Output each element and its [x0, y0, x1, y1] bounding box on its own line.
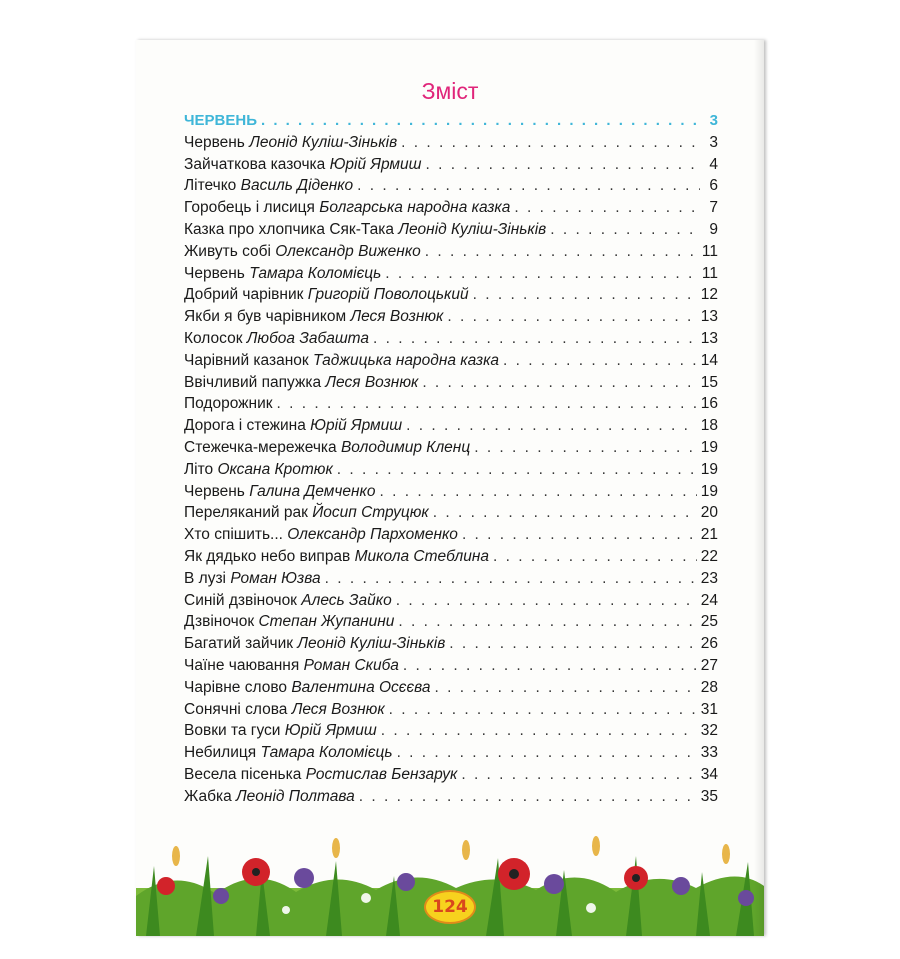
toc-entry — [184, 483, 718, 505]
entry-author: Юрій Ярмиш — [329, 155, 422, 173]
entry-name — [184, 722, 377, 740]
entry-title: Зайчаткова казочка — [184, 155, 326, 173]
entry-name — [184, 461, 333, 479]
entry-author: Любоа Забашта — [246, 329, 370, 347]
dot-leader — [401, 134, 700, 152]
entry-page: 25 — [700, 613, 718, 631]
entry-title: Жабка — [184, 787, 232, 805]
entry-name — [184, 526, 458, 544]
toc-entry — [184, 417, 718, 439]
entry-page: 13 — [700, 308, 718, 326]
entry-name — [184, 592, 392, 610]
toc-entry — [184, 570, 718, 592]
entry-title: Небилиця — [184, 744, 257, 762]
entry-title: Подорожник — [184, 395, 273, 413]
entry-title: Хто спішить... — [184, 526, 283, 544]
toc-entry — [184, 286, 718, 308]
entry-name — [184, 221, 546, 239]
toc-entry — [184, 657, 718, 679]
entry-title: Колосок — [184, 329, 243, 347]
entry-title: Багатий зайчик — [184, 635, 294, 653]
table-of-contents — [184, 112, 718, 810]
dot-leader — [425, 243, 698, 261]
entry-title: Живуть собі — [184, 242, 271, 260]
dot-leader — [373, 330, 697, 348]
dot-leader — [550, 221, 700, 239]
entry-title: В лузі — [184, 569, 226, 587]
entry-name — [184, 265, 381, 283]
entry-author: Роман Юзва — [230, 569, 321, 587]
toc-entry — [184, 439, 718, 461]
entry-page: 31 — [700, 700, 718, 718]
dot-leader — [474, 439, 697, 457]
dot-leader — [473, 286, 697, 304]
entry-author: Ростислав Бензарук — [305, 765, 458, 783]
entry-title: Чарівний казанок — [184, 351, 309, 369]
entry-page: 3 — [709, 133, 718, 151]
entry-title: Весела пісенька — [184, 765, 302, 783]
entry-name — [184, 177, 353, 195]
dot-leader — [462, 526, 697, 544]
entry-title: Синій дзвіночок — [184, 591, 297, 609]
entry-page: 33 — [700, 744, 718, 762]
page-number-badge: 124 — [424, 890, 476, 924]
entry-name — [184, 243, 421, 261]
toc-entry — [184, 395, 718, 417]
toc-entry — [184, 744, 718, 766]
entry-name — [184, 134, 397, 152]
toc-entry — [184, 156, 718, 178]
toc-entry — [184, 766, 718, 788]
toc-entry — [184, 352, 718, 374]
entry-name — [184, 548, 489, 566]
dot-leader — [449, 635, 696, 653]
entry-title: Чарівне слово — [184, 678, 288, 696]
toc-entry — [184, 461, 718, 483]
entry-author: Юрій Ярмиш — [310, 417, 403, 435]
entry-author: Юрій Ярмиш — [284, 722, 377, 740]
entry-page: 11 — [701, 242, 718, 260]
entry-page: 11 — [701, 264, 718, 282]
dot-leader — [493, 548, 697, 566]
entry-name — [184, 417, 402, 435]
entry-author: Йосип Струцюк — [312, 504, 429, 522]
entry-page: 27 — [700, 656, 718, 674]
entry-author: Степан Жупанини — [258, 613, 395, 631]
entry-author: Олександр Виженко — [275, 242, 421, 260]
entry-page: 15 — [700, 373, 718, 391]
entry-name — [184, 570, 321, 588]
entry-name — [184, 439, 470, 457]
entry-name — [184, 635, 445, 653]
toc-entry — [184, 548, 718, 570]
entry-title: Вовки та гуси — [184, 722, 281, 740]
entry-name — [184, 744, 393, 762]
entry-page: 6 — [709, 177, 718, 195]
toc-entry — [184, 330, 718, 352]
dot-leader — [381, 722, 697, 740]
dot-leader — [397, 744, 697, 762]
entry-author: Леся Вознюк — [350, 308, 444, 326]
entry-title: Червень — [184, 133, 245, 151]
entry-author: Леонід Куліш-Зіньків — [398, 220, 547, 238]
toc-entry — [184, 504, 718, 526]
entry-name — [184, 679, 431, 697]
entry-name — [184, 395, 273, 413]
dot-leader — [277, 395, 697, 413]
entry-name — [184, 483, 375, 501]
entry-title: Літо — [184, 460, 214, 478]
entry-author: Григорій Поволоцький — [307, 286, 469, 304]
page-title: Зміст — [421, 78, 479, 104]
entry-page: 13 — [700, 329, 718, 347]
entry-author: Микола Стеблина — [354, 547, 490, 565]
entry-title: Сонячні слова — [184, 700, 288, 718]
entry-page: 23 — [700, 569, 718, 587]
entry-name — [184, 156, 422, 174]
entry-page: 26 — [700, 635, 718, 653]
entry-title: Горобець і лисиця — [184, 199, 315, 217]
entry-page: 21 — [700, 526, 718, 544]
entry-name — [184, 613, 394, 631]
toc-entry — [184, 701, 718, 723]
dot-leader — [433, 504, 697, 522]
entry-title: Переляканий рак — [184, 504, 308, 522]
dot-leader — [422, 374, 696, 392]
entry-page: 34 — [700, 765, 718, 783]
dot-leader — [359, 788, 697, 806]
dot-leader — [514, 199, 700, 217]
dot-leader — [435, 679, 697, 697]
entry-author: Леся Вознюк — [325, 373, 419, 391]
toc-entry — [184, 265, 718, 287]
toc-entry — [184, 526, 718, 548]
entry-name — [184, 330, 369, 348]
entry-title: Червень — [184, 264, 245, 282]
entry-page: 22 — [700, 547, 718, 565]
entry-page: 4 — [709, 155, 718, 173]
entry-name — [184, 352, 499, 370]
entry-author: Олександр Пархоменко — [287, 526, 458, 544]
entry-title: Стежечка-мережечка — [184, 438, 337, 456]
dot-leader — [406, 417, 697, 435]
entry-name — [184, 308, 443, 326]
toc-entry — [184, 613, 718, 635]
dot-leader — [357, 177, 700, 195]
dot-leader — [261, 112, 700, 129]
dot-leader — [385, 265, 698, 283]
toc-section — [184, 112, 718, 134]
entry-page: 14 — [700, 351, 718, 369]
entry-name — [184, 701, 385, 719]
entry-title: Дзвіночок — [184, 613, 255, 631]
dot-leader — [379, 483, 696, 501]
toc-entry — [184, 679, 718, 701]
toc-entry — [184, 221, 718, 243]
entry-title: Як дядько небо виправ — [184, 547, 351, 565]
section-page: 3 — [709, 112, 718, 129]
dot-leader — [461, 766, 696, 784]
toc-entry — [184, 592, 718, 614]
dot-leader — [426, 156, 700, 174]
entry-page: 18 — [700, 417, 718, 435]
entry-author: Валентина Осєєва — [291, 678, 431, 696]
dot-leader — [398, 613, 696, 631]
entry-page: 19 — [700, 460, 718, 478]
entry-title: Ввічливий папужка — [184, 373, 322, 391]
entry-author: Василь Діденко — [240, 177, 354, 195]
entry-page: 32 — [700, 722, 718, 740]
entry-author: Оксана Кротюк — [217, 460, 333, 478]
section-label: ЧЕРВЕНЬ — [184, 112, 258, 129]
entry-author: Тамара Коломієць — [260, 744, 393, 762]
dot-leader — [503, 352, 697, 370]
entry-author: Алесь Зайко — [301, 591, 392, 609]
entry-page: 35 — [700, 787, 718, 805]
entry-page: 20 — [700, 504, 718, 522]
dot-leader — [447, 308, 696, 326]
toc-entry — [184, 199, 718, 221]
entry-title: Літечко — [184, 177, 237, 195]
dot-leader — [389, 701, 697, 719]
entry-author: Леонід Куліш-Зіньків — [249, 133, 398, 151]
entry-author: Болгарська народна казка — [319, 199, 511, 217]
entry-name — [184, 504, 429, 522]
entry-name — [184, 788, 355, 806]
toc-entry — [184, 374, 718, 396]
entry-name — [184, 766, 457, 784]
entry-name — [184, 374, 418, 392]
entry-author: Таджицька народна казка — [313, 351, 500, 369]
entry-title: Чаїне чаювання — [184, 656, 300, 674]
toc-entry — [184, 635, 718, 657]
entry-page: 7 — [709, 199, 718, 217]
entry-author: Галина Демченко — [249, 482, 376, 500]
toc-entry — [184, 788, 718, 810]
entry-title: Дорога і стежина — [184, 417, 306, 435]
entry-author: Роман Скиба — [303, 656, 399, 674]
book-page — [136, 40, 764, 936]
toc-entry — [184, 722, 718, 744]
entry-title: Добрий чарівник — [184, 286, 304, 304]
entry-page: 12 — [700, 286, 718, 304]
toc-entry — [184, 134, 718, 156]
entry-page: 28 — [700, 678, 718, 696]
entry-page: 19 — [700, 438, 718, 456]
toc-entry — [184, 308, 718, 330]
entry-page: 16 — [700, 395, 718, 413]
toc-entry — [184, 243, 718, 265]
entry-author: Леся Вознюк — [291, 700, 385, 718]
entry-name — [184, 286, 469, 304]
dot-leader — [396, 592, 697, 610]
dot-leader — [325, 570, 697, 588]
entry-name — [184, 657, 399, 675]
entry-title: Якби я був чарівником — [184, 308, 347, 326]
entry-page: 24 — [700, 591, 718, 609]
entry-page: 9 — [709, 220, 718, 238]
entry-title: Червень — [184, 482, 245, 500]
dot-leader — [337, 461, 697, 479]
entry-author: Леонід Полтава — [236, 787, 355, 805]
entry-author: Володимир Кленц — [340, 438, 471, 456]
dot-leader — [403, 657, 697, 675]
entry-name — [184, 199, 510, 217]
entry-page: 19 — [700, 482, 718, 500]
toc-entry — [184, 177, 718, 199]
entry-title: Казка про хлопчика Сяк-Така — [184, 220, 394, 238]
entry-author: Тамара Коломієць — [249, 264, 382, 282]
entry-author: Леонід Куліш-Зіньків — [297, 635, 446, 653]
